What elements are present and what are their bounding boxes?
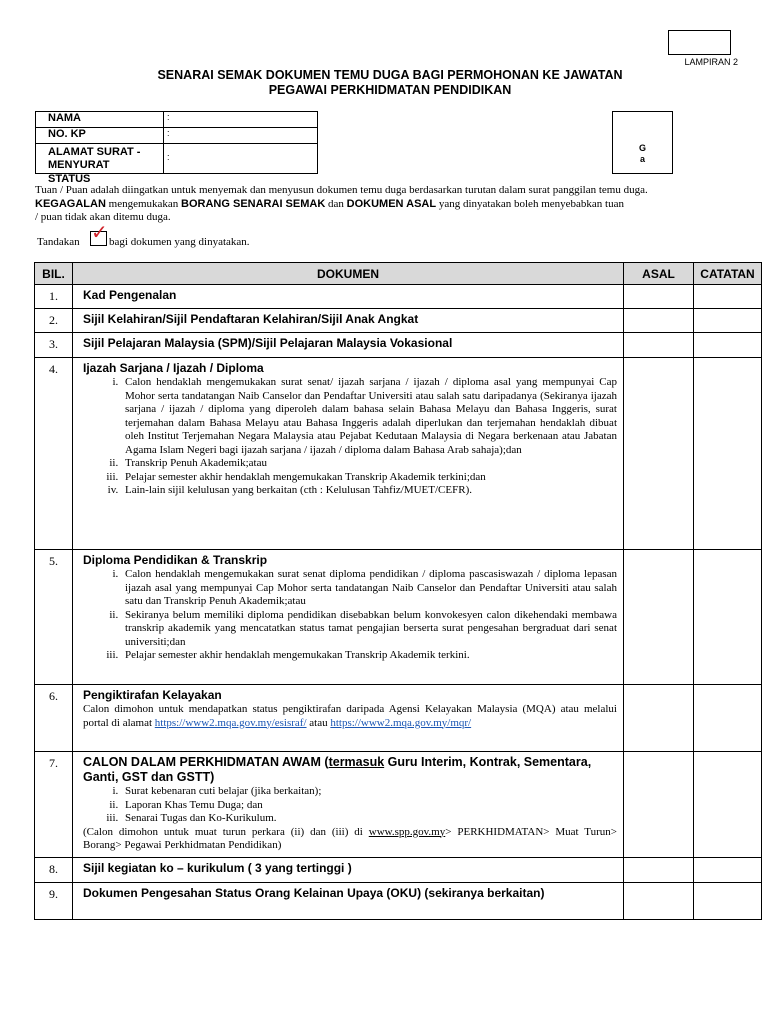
asal-check-cell[interactable] <box>624 333 694 358</box>
intro-text: dan <box>325 197 347 210</box>
row-number: 8. <box>35 857 73 882</box>
intro-line-1: Tuan / Puan adalah diingatkan untuk menyemak dan menyusun dokumen temu duga berdasarkan turutan dalam surat panggilan temu duga. <box>35 184 648 196</box>
table-header-row <box>35 263 762 285</box>
label-nama: NAMA <box>36 112 164 128</box>
list-item: iv. Lain-lain sijil kelulusan yang berkaitan (cth : Kelulusan Tahfiz/MUET/CEFR). <box>121 484 617 498</box>
label-nokp: NO. KP <box>36 128 164 144</box>
checkmark-icon: ✓ <box>91 220 108 244</box>
kegagalan-text: KEGAGALAN <box>35 197 106 210</box>
list-item: iii. Pelajar semester akhir hendaklah mengemukakan Transkrip Akademik terkini. <box>121 649 617 663</box>
document-cell <box>73 857 624 882</box>
mqa-text: Calon dimohon untuk mendapatkan status pengiktirafan daripada Agensi Kelayakan Malaysia (MQA) atau melalui portal di alamat <box>83 703 617 729</box>
document-title: Sijil Pelajaran Malaysia (SPM)/Sijil Pelajaran Malaysia Vokasional <box>83 336 453 350</box>
catatan-cell[interactable] <box>694 882 762 919</box>
field-alamat[interactable] <box>173 144 318 174</box>
table-row <box>35 309 762 333</box>
mqa-mqr-link[interactable]: https://www2.mqa.gov.my/mqr/ <box>330 716 472 729</box>
mqa-text: atau <box>306 716 331 729</box>
table-row <box>35 550 762 685</box>
title-line-1: SENARAI SEMAK DOKUMEN TEMU DUGA BAGI PERMOHONAN KE JAWATAN <box>157 68 623 82</box>
intro-paragraph <box>35 184 735 225</box>
field-nama[interactable] <box>173 112 318 128</box>
tandakan-text: bagi dokumen yang dinyatakan. <box>109 236 250 248</box>
row-number: 7. <box>35 752 73 858</box>
note-text: (Calon dimohon untuk muat turun perkara (ii) dan (iii) di <box>83 825 369 838</box>
catatan-cell[interactable] <box>694 752 762 858</box>
asal-check-cell[interactable] <box>624 882 694 919</box>
document-cell <box>73 752 624 858</box>
dokumen-asal-text: DOKUMEN ASAL <box>346 197 437 210</box>
row-number: 2. <box>35 309 73 333</box>
list-item: ii. Sekiranya belum memiliki diploma pendidikan disebabkan belum konvokesyen calon dikehendaki membawa transkrip akademik yang mencatatkan status tamat pengajian berserta surat pengesahan bergraduat dari senat universiti;dan <box>121 609 617 650</box>
lampiran-box <box>668 30 731 55</box>
list-item: i. Calon hendaklah mengemukakan surat senat/ ijazah sarjana / ijazah / diploma asal yang mempunyai Cap Mohor serta tandatangan Naib Canselor dan Pendaftar Universiti atau salah satu daripadanya (Sekiranya ijazah sarjana / ijazah / diploma yang diperoleh dalam bahasa selain Bahasa Melayu dan Bahasa Inggeris, surat terjemahan dalam Bahasa Melayu atau Bahasa Inggeris adalah diperlukan dan terjemahan hendaklah dibuat oleh Institut Terjemahan Negara Malaysia atau Pejabat Kedutaan Malaysia di Negara berkenaan atau Jabatan Agama Islam Negeri bagi ijazah sarjana / ijazah / diploma dalam Bahasa Arab sahaja);dan <box>121 376 617 457</box>
document-cell <box>73 358 624 550</box>
row-number: 5. <box>35 550 73 685</box>
asal-check-cell[interactable] <box>624 309 694 333</box>
note-text: > PERKHIDMATAN> Muat Turun> Borang> Pegawai Perkhidmatan Pendidikan) <box>83 825 617 851</box>
label-status: STATUS <box>48 173 91 185</box>
document-checklist-table <box>34 262 762 920</box>
photo-text-2: a <box>639 154 645 164</box>
row-number: 1. <box>35 285 73 309</box>
table-row <box>35 358 762 550</box>
asal-check-cell[interactable] <box>624 550 694 685</box>
intro-line-3: / puan tidak akan ditemu duga. <box>35 211 171 223</box>
asal-check-cell[interactable] <box>624 285 694 309</box>
title-line-2: PEGAWAI PERKHIDMATAN PENDIDIKAN <box>268 83 512 97</box>
tandakan-label: Tandakan <box>37 236 80 248</box>
document-cell <box>73 550 624 685</box>
document-title: Sijil kegiatan ko – kurikulum ( 3 yang tertinggi ) <box>83 860 352 875</box>
list-item: iii. Senarai Tugas dan Ko-Kurikulum. <box>121 812 617 826</box>
document-title: Pengiktirafan Kelayakan <box>83 688 222 702</box>
table-row <box>35 857 762 882</box>
table-row <box>35 752 762 858</box>
document-title: Kad Pengenalan <box>83 288 177 302</box>
label-alamat-2: MENYURAT <box>48 159 110 171</box>
list-item: iii. Pelajar semester akhir hendaklah mengemukakan Transkrip Akademik terkini;dan <box>121 471 617 485</box>
info-row-alamat <box>36 144 318 174</box>
colon: : <box>164 144 174 174</box>
intro-text: yang dinyatakan boleh menyebabkan tuan <box>436 197 624 210</box>
requirement-list <box>83 785 617 826</box>
asal-check-cell[interactable] <box>624 358 694 550</box>
lampiran-label: LAMPIRAN 2 <box>684 57 738 67</box>
list-item: i. Surat kebenaran cuti belajar (jika berkaitan); <box>121 785 617 799</box>
catatan-cell[interactable] <box>694 358 762 550</box>
row-number: 4. <box>35 358 73 550</box>
catatan-cell[interactable] <box>694 685 762 752</box>
asal-check-cell[interactable] <box>624 685 694 752</box>
intro-line-2 <box>35 198 735 212</box>
asal-check-cell[interactable] <box>624 752 694 858</box>
requirement-list <box>83 376 617 498</box>
info-row-nama <box>36 112 318 128</box>
document-title <box>83 755 617 785</box>
list-item: ii. Laporan Khas Temu Duga; dan <box>121 799 617 813</box>
header-asal: ASAL <box>624 263 694 285</box>
row-number: 6. <box>35 685 73 752</box>
catatan-cell[interactable] <box>694 309 762 333</box>
spp-link[interactable]: www.spp.gov.my <box>368 825 446 838</box>
document-title: Diploma Pendidikan & Transkrip <box>83 553 268 567</box>
label-alamat-1: ALAMAT SURAT - <box>48 146 141 158</box>
colon: : <box>164 128 174 144</box>
header-bil: BIL. <box>35 263 73 285</box>
document-cell <box>73 333 624 358</box>
catatan-cell[interactable] <box>694 857 762 882</box>
borang-text: BORANG SENARAI SEMAK <box>181 197 326 210</box>
title-part: CALON DALAM PERKHIDMATAN AWAM ( <box>83 755 329 769</box>
page-title <box>90 68 690 98</box>
header-catatan: CATATAN <box>694 263 762 285</box>
title-part: Guru Interim, Kontrak, Sementara, Ganti, GST dan GSTT) <box>83 755 592 784</box>
catatan-cell[interactable] <box>694 285 762 309</box>
document-cell <box>73 882 624 919</box>
label-alamat <box>36 144 164 174</box>
list-item: ii. Transkrip Penuh Akademik;atau <box>121 457 617 471</box>
mqa-description <box>83 703 617 730</box>
asal-check-cell[interactable] <box>624 857 694 882</box>
document-title: Dokumen Pengesahan Status Orang Kelainan Upaya (OKU) (sekiranya berkaitan) <box>83 885 545 900</box>
intro-text: mengemukakan <box>105 197 182 210</box>
table-row <box>35 685 762 752</box>
table-row <box>35 333 762 358</box>
list-item: i. Calon hendaklah mengemukakan surat senat diploma pendidikan / diploma pascasiswazah / diploma lepasan ijazah asal yang mempunyai Cap Mohor serta tandatangan Naib Canselor dan Pendaftar Universiti atau salah satu dan Transkrip Penuh Akademik;atau <box>121 568 617 609</box>
info-row-nokp <box>36 128 318 144</box>
document-cell <box>73 285 624 309</box>
document-cell <box>73 309 624 333</box>
field-nokp[interactable] <box>173 128 318 144</box>
row-number: 3. <box>35 333 73 358</box>
photo-text-1: G <box>638 143 646 153</box>
table-row <box>35 882 762 919</box>
document-title: Sijil Kelahiran/Sijil Pendaftaran Kelahiran/Sijil Anak Angkat <box>83 312 419 326</box>
applicant-info-table <box>35 111 318 174</box>
document-cell <box>73 685 624 752</box>
requirement-list <box>83 568 617 663</box>
download-note <box>83 826 617 853</box>
row-number: 9. <box>35 882 73 919</box>
mqa-esisraf-link[interactable]: https://www2.mqa.gov.my/esisraf/ <box>154 716 307 729</box>
table-row <box>35 285 762 309</box>
catatan-cell[interactable] <box>694 550 762 685</box>
photo-text <box>612 143 673 165</box>
document-title: Ijazah Sarjana / Ijazah / Diploma <box>83 361 264 375</box>
title-termasuk: termasuk <box>328 755 385 769</box>
colon: : <box>164 112 174 128</box>
catatan-cell[interactable] <box>694 333 762 358</box>
header-dokumen: DOKUMEN <box>73 263 624 285</box>
